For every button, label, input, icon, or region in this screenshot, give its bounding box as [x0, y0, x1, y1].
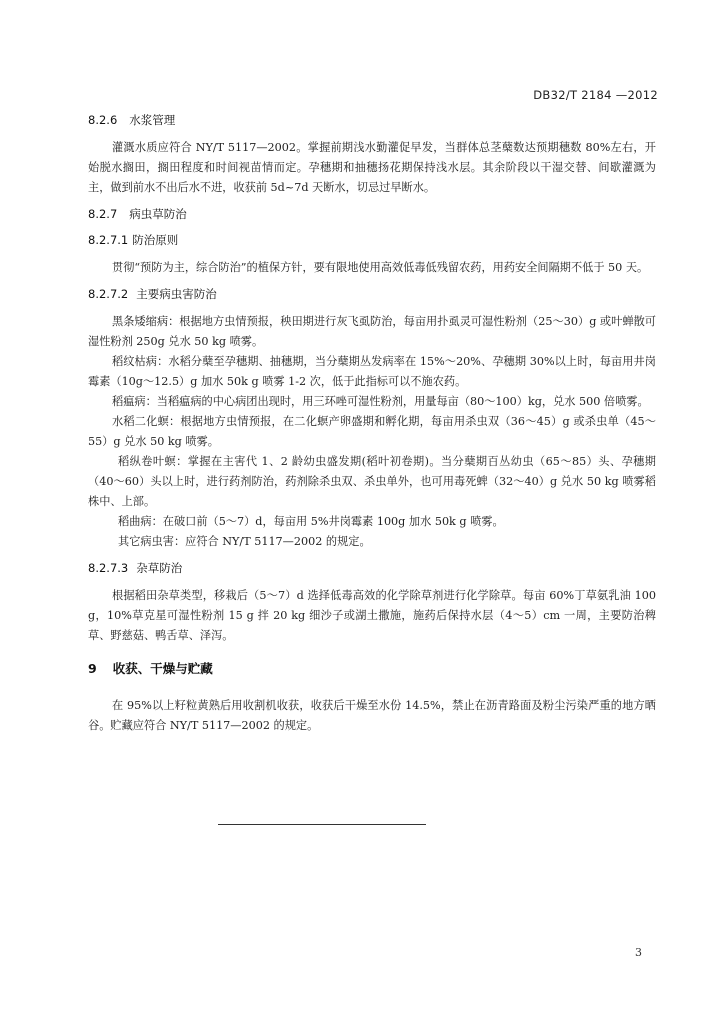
section-title: 水浆管理	[129, 113, 176, 127]
paragraph-harvest-storage: 在 95%以上籽粒黄熟后用收割机收获，收获后干燥至水份 14.5%，禁止在沥青路面及粉尘污染严重的地方晒谷。贮藏应符合 NY/T 5117—2002 的规定。	[88, 699, 656, 732]
section-heading-8-2-7-1	[88, 232, 656, 248]
paragraph-weed-control: 根据稻田杂草类型，移栽后（5～7）d 选择低毒高效的化学除草剂进行化学除草。每亩 60%丁草氨乳油 100 g，10%草克星可湿性粉剂 15 g 拌 20 kg 细沙子或湖土撒施，施药后保持水层（4～5）cm 一周，主要防治稗草、野慈菇、鸭舌草、泽泻。	[88, 589, 656, 642]
paragraph-stem-borer: 水稻二化螟：根据地方虫情预报，在二化螟产卵盛期和孵化期，每亩用杀虫双（36～45）g 或杀虫单（45～55）g 兑水 50 kg 喷雾。	[88, 415, 656, 448]
paragraph-control-principle: 贯彻“预防为主，综合防治”的植保方针，要有限地使用高效低毒低残留农药，用药安全间隔期不低于 50 天。	[112, 261, 649, 274]
section-number: 8.2.7.2	[88, 287, 129, 301]
end-of-document-rule	[218, 824, 426, 825]
section-title: 防治原则	[132, 233, 179, 247]
paragraph-sheath-blight: 稻纹枯病：水稻分蘖至孕穗期、抽穗期，当分蘖期丛发病率在 15%～20%、孕穗期 30%以上时，每亩用井岗霉素（10g～12.5）g 加水 50k g 喷雾 1-2 次，低于此指标可以不施农药。	[88, 355, 656, 388]
section-number: 8.2.7	[88, 207, 118, 221]
section-title: 杂草防治	[136, 561, 183, 575]
page-number: 3	[635, 946, 642, 959]
chapter-title: 收获、干燥与贮藏	[112, 661, 213, 676]
chapter-heading-9	[88, 660, 656, 678]
paragraph-false-smut: 稻曲病：在破口前（5～7）d，每亩用 5%井岗霉素 100g 加水 50k g 喷雾。	[118, 515, 504, 528]
paragraph-leaf-roller: 稻纵卷叶螟：掌握在主害代 1、2 龄幼虫盛发期(稻叶初卷期)。当分蘖期百丛幼虫（65～85）头、孕穗期（40～60）头以上时，进行药剂防治，药剂除杀虫双、杀虫单外，也可用毒死蜱（32～40）g 兑水 50 kg 喷雾稻株中、上部。	[88, 455, 656, 508]
section-heading-8-2-7	[88, 206, 656, 222]
section-heading-8-2-7-3	[88, 560, 656, 576]
document-code: DB32/T 2184 —2012	[533, 88, 658, 102]
paragraph-other-pests: 其它病虫害：应符合 NY/T 5117—2002 的规定。	[118, 535, 371, 548]
chapter-number: 9	[88, 661, 97, 676]
section-heading-8-2-6	[88, 112, 656, 128]
section-number: 8.2.7.1	[88, 233, 129, 247]
paragraph-rice-blast: 稻瘟病：当稻瘟病的中心病团出现时，用三环唑可湿性粉剂，用量每亩（80～100）kg，兑水 500 倍喷雾。	[112, 395, 649, 408]
section-number: 8.2.7.3	[88, 561, 129, 575]
section-title: 主要病虫害防治	[136, 287, 217, 301]
page-content	[88, 112, 656, 744]
section-heading-8-2-7-2	[88, 286, 656, 302]
section-title: 病虫草防治	[129, 207, 187, 221]
section-number: 8.2.6	[88, 113, 118, 127]
paragraph-black-streaked-dwarf: 黑条矮缩病：根据地方虫情预报，秧田期进行灰飞虱防治，每亩用扑虱灵可湿性粉剂（25～30）g 或叶蝉散可湿性粉剂 250g 兑水 50 kg 喷雾。	[88, 315, 656, 348]
paragraph-water-management: 灌溉水质应符合 NY/T 5117—2002。掌握前期浅水勤灌促早发，当群体总茎蘖数达预期穗数 80%左右，开始脱水搁田，搁田程度和时间视苗情而定。孕穗期和抽穗扬花期保持浅水层。其余阶段以干湿交替、间歇灌溉为主，做到前水不出后水不进，收获前 5d~7d 天断水，切忌过早断水。	[88, 141, 656, 194]
